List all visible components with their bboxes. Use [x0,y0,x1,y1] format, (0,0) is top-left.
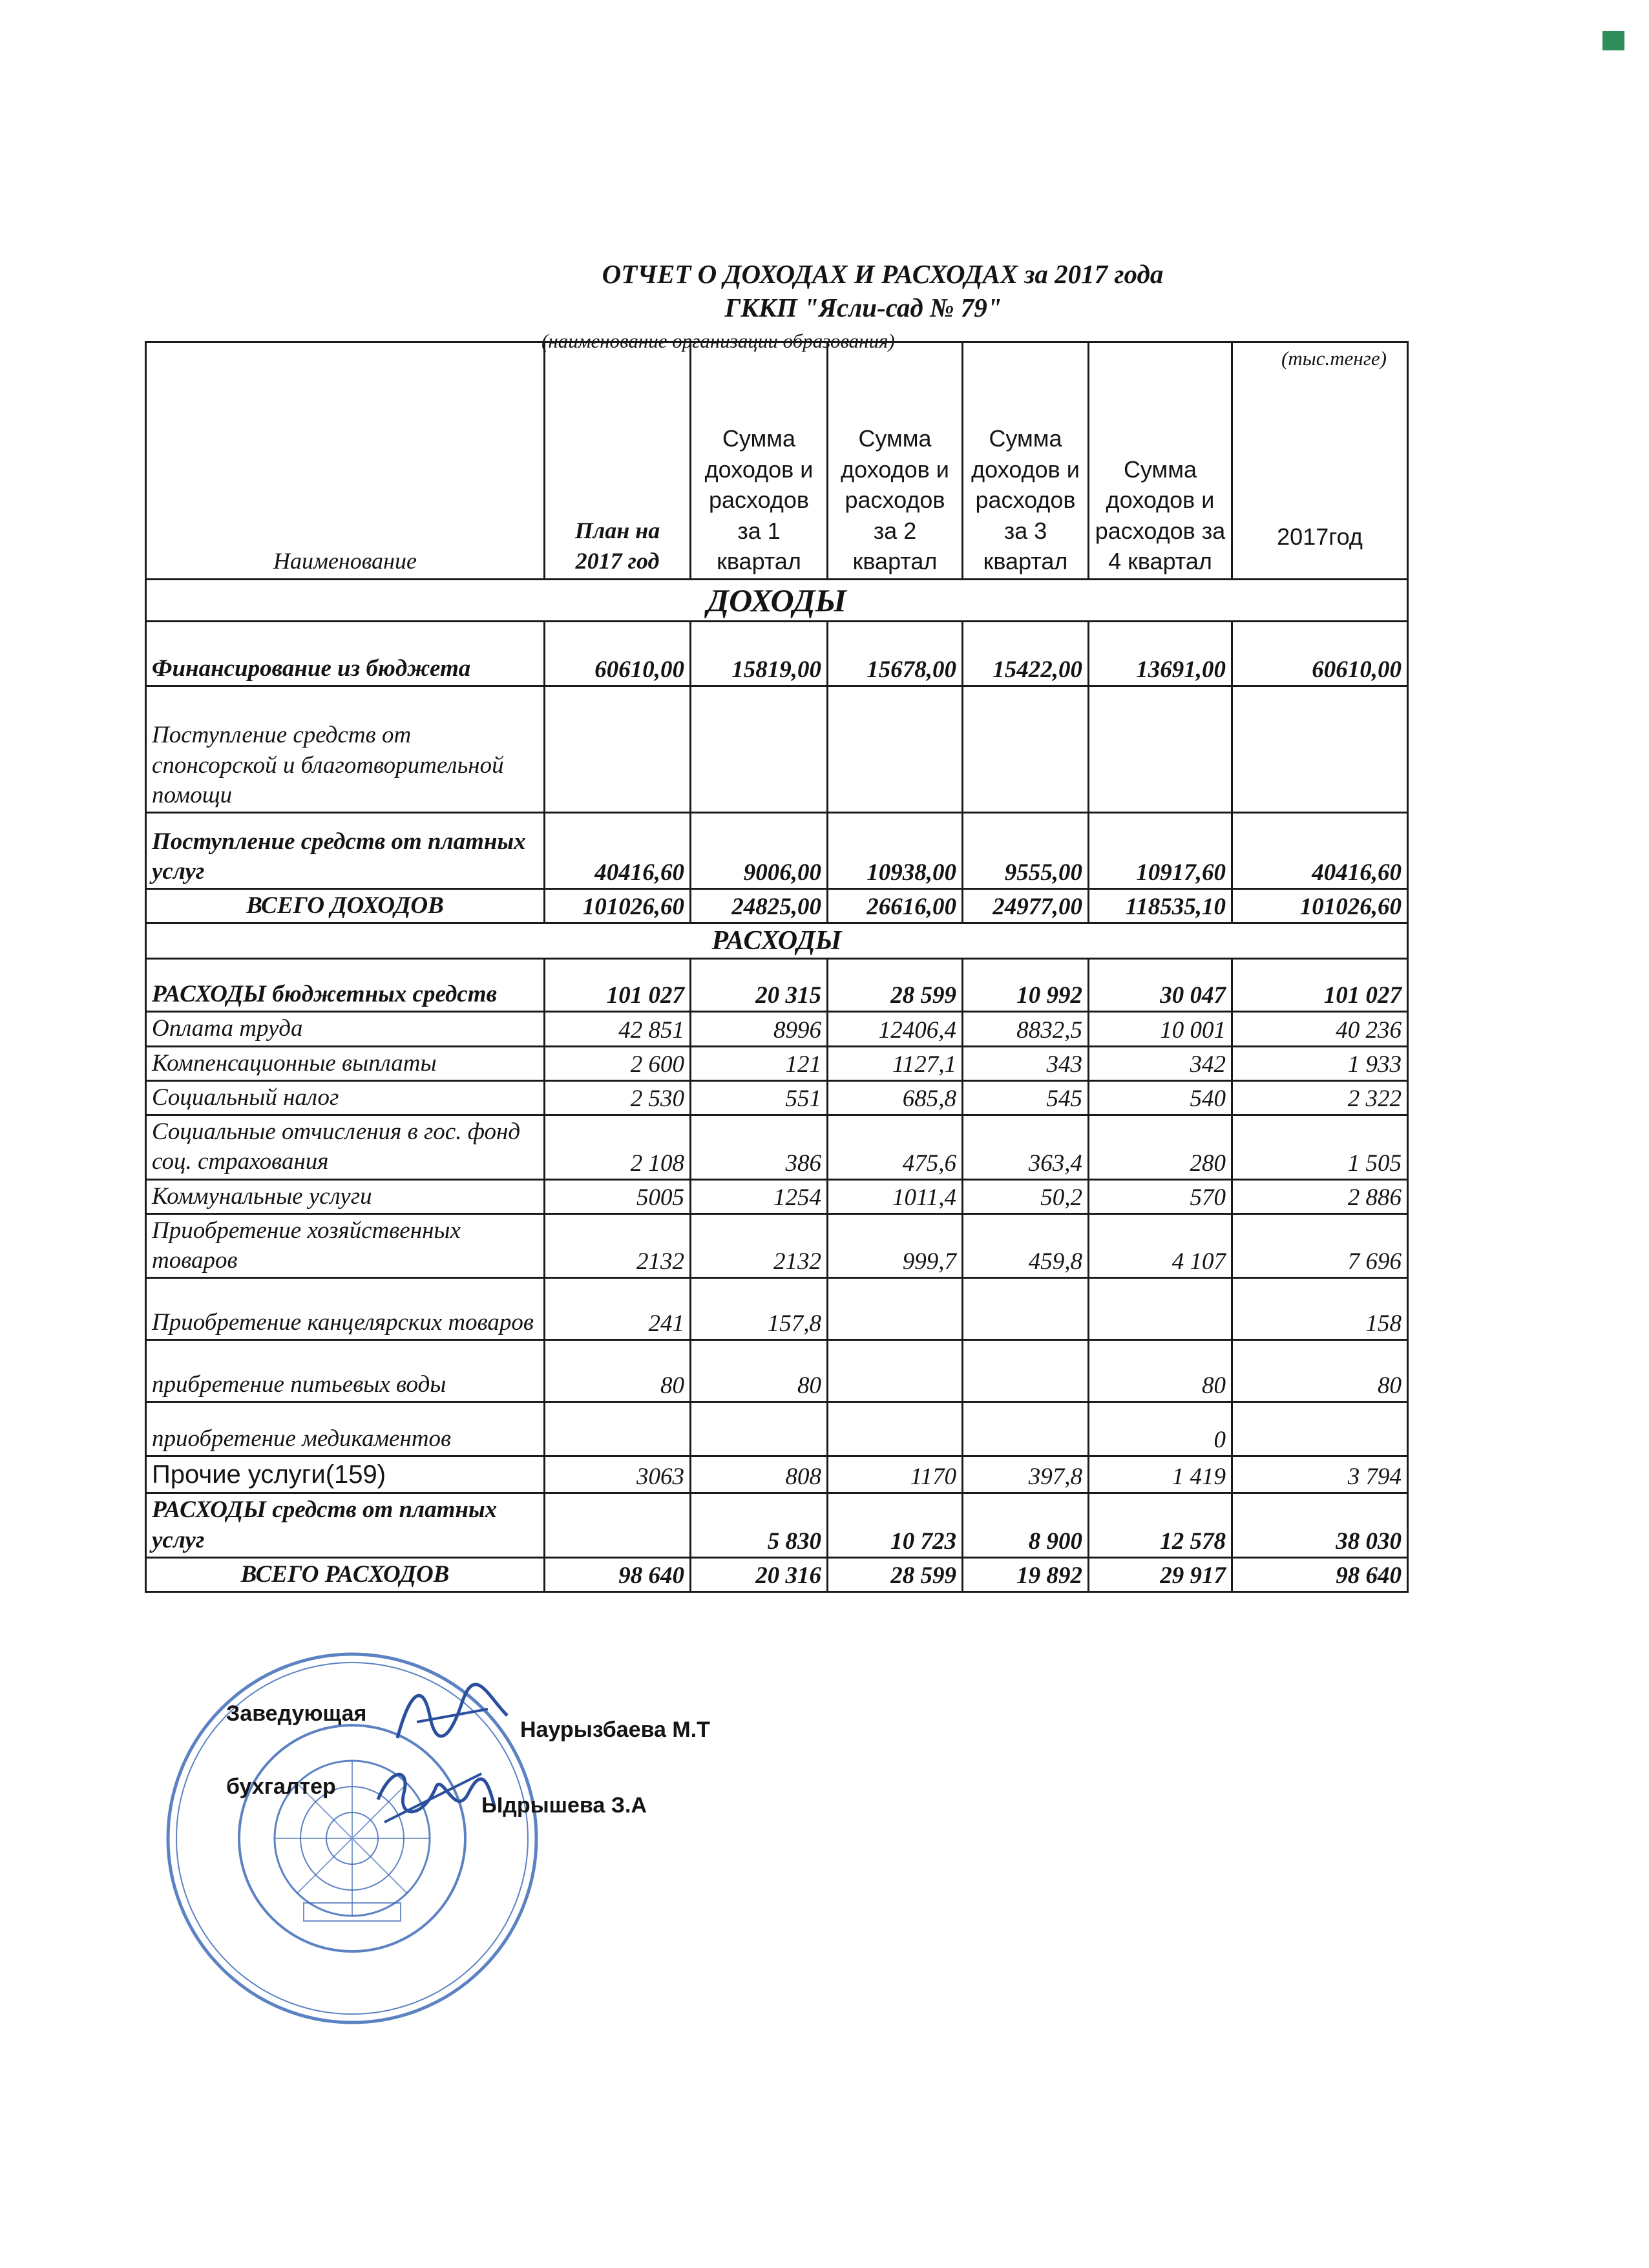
cell-year: 3 794 [1232,1456,1408,1493]
cell-plan: 98 640 [545,1557,691,1591]
cell-q3: 459,8 [963,1213,1089,1278]
organization-caption: (наименование организации образования) [541,330,895,352]
table-row [146,889,1408,923]
cell-year: 98 640 [1232,1557,1408,1591]
cell-year: 40416,60 [1232,813,1408,889]
cell-q3: 545 [963,1080,1089,1115]
cell-q4: 0 [1089,1402,1232,1456]
col-header-q3: Сумма доходов и расходов за 3 квартал [963,342,1089,580]
row-label: прибретение питьевых воды [146,1340,545,1402]
cell-q4: 12 578 [1089,1493,1232,1558]
cell-plan [545,1402,691,1456]
head-name: Наурызбаева М.Т [520,1717,710,1742]
row-label: РАСХОДЫ бюджетных средств [146,959,545,1012]
accountant-title: бухгалтер [226,1774,336,1799]
cell-q2: 10938,00 [828,813,963,889]
cell-q1: 5 830 [691,1493,828,1558]
cell-q4: 1 419 [1089,1456,1232,1493]
cell-plan: 2132 [545,1213,691,1278]
cell-q2: 1011,4 [828,1179,963,1213]
cell-q1 [691,1402,828,1456]
cell-q4: 30 047 [1089,959,1232,1012]
cell-q4: 280 [1089,1115,1232,1180]
report-title: ОТЧЕТ О ДОХОДАХ И РАСХОДАХ за 2017 года [602,259,1164,289]
table-row [146,686,1408,813]
row-label: Финансирование из бюджета [146,622,545,686]
cell-q4: 4 107 [1089,1213,1232,1278]
cell-q1: 157,8 [691,1278,828,1340]
cell-q2: 475,6 [828,1115,963,1180]
cell-q2: 1127,1 [828,1046,963,1080]
table-row [146,1402,1408,1456]
cell-q2: 12406,4 [828,1012,963,1046]
report-table [145,341,1409,1593]
cell-q3: 15422,00 [963,622,1089,686]
cell-year: 101 027 [1232,959,1408,1012]
expenses-section-heading [146,923,1408,959]
cell-year: 2 886 [1232,1179,1408,1213]
cell-q1: 386 [691,1115,828,1180]
col-header-year: 2017год [1232,342,1408,580]
income-section-heading [146,580,1408,622]
col-header-name: Наименование [146,342,545,580]
cell-q4 [1089,686,1232,813]
cell-plan: 5005 [545,1179,691,1213]
cell-q4: 29 917 [1089,1557,1232,1591]
cell-q4: 80 [1089,1340,1232,1402]
income-section-heading-label: ДОХОДЫ [146,580,1408,622]
cell-q1: 9006,00 [691,813,828,889]
cell-q3: 50,2 [963,1179,1089,1213]
table-row [146,1340,1408,1402]
unit-label: (тыс.тенге) [1281,347,1387,370]
cell-q2: 1170 [828,1456,963,1493]
cell-year [1232,1402,1408,1456]
cell-q2: 999,7 [828,1213,963,1278]
cell-q1: 80 [691,1340,828,1402]
scanner-tag [1602,31,1624,50]
cell-year: 38 030 [1232,1493,1408,1558]
cell-year: 60610,00 [1232,622,1408,686]
row-label: Поступление средств от спонсорской и благотворительной помощи [146,686,545,813]
table-row [146,1080,1408,1115]
cell-q2 [828,686,963,813]
cell-q4 [1089,1278,1232,1340]
cell-q3: 10 992 [963,959,1089,1012]
cell-year: 40 236 [1232,1012,1408,1046]
table-row [146,1456,1408,1493]
cell-q4: 118535,10 [1089,889,1232,923]
cell-plan: 60610,00 [545,622,691,686]
cell-q3: 363,4 [963,1115,1089,1180]
cell-q2: 28 599 [828,1557,963,1591]
cell-q2: 15678,00 [828,622,963,686]
row-label: Оплата труда [146,1012,545,1046]
cell-plan [545,1493,691,1558]
cell-plan: 101026,60 [545,889,691,923]
cell-q1: 24825,00 [691,889,828,923]
row-label: Приобретение хозяйственных товаров [146,1213,545,1278]
cell-plan: 101 027 [545,959,691,1012]
cell-q3 [963,686,1089,813]
head-signature [391,1677,514,1754]
cell-q2: 685,8 [828,1080,963,1115]
cell-q3: 343 [963,1046,1089,1080]
row-label: Прочие услуги(159) [146,1456,545,1493]
table-row [146,1046,1408,1080]
cell-q3 [963,1340,1089,1402]
row-label: Компенсационные выплаты [146,1046,545,1080]
cell-q1: 20 315 [691,959,828,1012]
table-row [146,1493,1408,1558]
cell-year: 2 322 [1232,1080,1408,1115]
cell-year: 80 [1232,1340,1408,1402]
organization-name: ГККП "Ясли-сад № 79" [724,293,1002,322]
cell-year [1232,686,1408,813]
col-header-q4: Сумма доходов и расходов за 4 квартал [1089,342,1232,580]
row-label: приобретение медикаментов [146,1402,545,1456]
row-label: Поступление средств от платных услуг [146,813,545,889]
col-header-q1: Сумма доходов и расходов за 1 квартал [691,342,828,580]
cell-plan [545,686,691,813]
cell-year: 158 [1232,1278,1408,1340]
cell-q2: 10 723 [828,1493,963,1558]
cell-q2 [828,1278,963,1340]
cell-plan: 42 851 [545,1012,691,1046]
cell-q3: 8 900 [963,1493,1089,1558]
cell-q1: 121 [691,1046,828,1080]
table-row [146,1012,1408,1046]
row-label: Приобретение канцелярских товаров [146,1278,545,1340]
cell-plan: 40416,60 [545,813,691,889]
row-label: Коммунальные услуги [146,1179,545,1213]
cell-q4: 342 [1089,1046,1232,1080]
cell-plan: 80 [545,1340,691,1402]
row-label: Социальные отчисления в гос. фонд соц. страхования [146,1115,545,1180]
cell-q1: 20 316 [691,1557,828,1591]
table-row [146,1278,1408,1340]
cell-plan: 3063 [545,1456,691,1493]
cell-q4: 10917,60 [1089,813,1232,889]
row-label: РАСХОДЫ средств от платных услуг [146,1493,545,1558]
cell-plan: 2 600 [545,1046,691,1080]
col-header-q2: Сумма доходов и расходов за 2 квартал [828,342,963,580]
cell-q1: 551 [691,1080,828,1115]
cell-q4: 570 [1089,1179,1232,1213]
cell-q3 [963,1402,1089,1456]
cell-q1: 8996 [691,1012,828,1046]
cell-plan: 241 [545,1278,691,1340]
header-row [146,342,1408,580]
cell-plan: 2 108 [545,1115,691,1180]
cell-q3: 24977,00 [963,889,1089,923]
table-row [146,813,1408,889]
cell-year: 101026,60 [1232,889,1408,923]
cell-q3: 8832,5 [963,1012,1089,1046]
table-row [146,1179,1408,1213]
col-header-plan: План на 2017 год [545,342,691,580]
row-label: Социальный налог [146,1080,545,1115]
cell-q3 [963,1278,1089,1340]
cell-q1: 808 [691,1456,828,1493]
cell-year: 7 696 [1232,1213,1408,1278]
row-label: ВСЕГО ДОХОДОВ [146,889,545,923]
head-title: Заведующая [226,1701,367,1726]
cell-q1: 1254 [691,1179,828,1213]
table-row [146,1557,1408,1591]
accountant-name: Ыдрышева З.А [481,1793,647,1818]
cell-q2 [828,1340,963,1402]
cell-q1: 15819,00 [691,622,828,686]
table-row [146,1213,1408,1278]
cell-q3: 397,8 [963,1456,1089,1493]
cell-q4: 10 001 [1089,1012,1232,1046]
table-row [146,622,1408,686]
cell-q2: 28 599 [828,959,963,1012]
row-label: ВСЕГО РАСХОДОВ [146,1557,545,1591]
cell-year: 1 933 [1232,1046,1408,1080]
table-row [146,959,1408,1012]
cell-q1: 2132 [691,1213,828,1278]
cell-plan: 2 530 [545,1080,691,1115]
cell-q2 [828,1402,963,1456]
cell-q4: 540 [1089,1080,1232,1115]
expenses-section-heading-label: РАСХОДЫ [146,923,1408,959]
cell-year: 1 505 [1232,1115,1408,1180]
cell-q2: 26616,00 [828,889,963,923]
cell-q3: 9555,00 [963,813,1089,889]
cell-q4: 13691,00 [1089,622,1232,686]
cell-q1 [691,686,828,813]
cell-q3: 19 892 [963,1557,1089,1591]
table-row [146,1115,1408,1180]
